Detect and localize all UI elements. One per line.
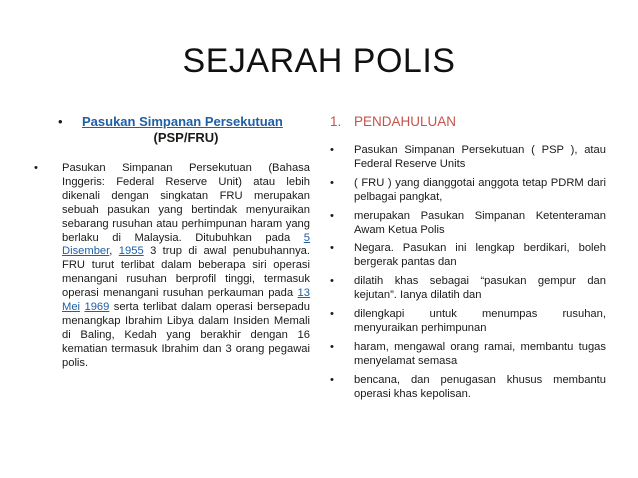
bullet: •	[330, 242, 334, 255]
list-item	[330, 275, 606, 303]
para-text: Pasukan Simpanan Persekutuan (Bahasa Inggeris: Federal Reserve Unit) atau lebih dikenali dengan singkatan FRU merupakan sebuah pasukan yang bertindak menyuraikan sebarang rusuhan atau perhimpunan haram yang berlaku di Malaysia. Ditubuhkan pada	[62, 162, 310, 244]
slide-title: SEJARAH POLIS	[182, 42, 456, 80]
list-item-text: ( FRU ) yang dianggotai anggota tetap PDRM dari pelbagai pangkat,	[354, 176, 606, 203]
bullet: •	[330, 176, 334, 189]
list-item	[330, 374, 606, 402]
year-link-1955[interactable]: 1955	[118, 245, 144, 258]
bullet: •	[330, 340, 334, 353]
section-title: PENDAHULUAN	[354, 114, 457, 129]
list-item	[330, 242, 606, 270]
para-text: serta terlibat dalam operasi bersepadu menangkap Ibrahim Libya dalam Insiden Memali di Baling, Kedah yang berakhir dengan 16 kematian termasuk Ibrahim dan 3 orang pegawai polis.	[62, 301, 311, 369]
pendahuluan-list	[330, 144, 606, 402]
date-link-13-mei[interactable]: 13 Mei	[62, 287, 310, 314]
list-item-text: merupakan Pasukan Simpanan Ketenteraman Awam Ketua Polis	[354, 209, 606, 236]
list-item-text: bencana, dan penugasan khusus membantu operasi khas kepolisan.	[354, 373, 606, 400]
bullet: •	[34, 162, 38, 174]
year-link-1969[interactable]: 1969	[84, 301, 110, 314]
bullet: •	[58, 114, 63, 129]
bullet: •	[330, 209, 334, 222]
heading-subtitle: (PSP/FRU)	[153, 130, 219, 145]
left-heading	[34, 114, 310, 146]
para-text: 3 trup di awal penubuhannya. FRU turut terlibat dalam beberapa siri operasi menangani rusuhan berprofil tinggi, termasuk operasi menangani rusuhan perkauman pada	[62, 245, 311, 300]
list-item	[330, 308, 606, 336]
list-item-text: Pasukan Simpanan Persekutuan ( PSP ), atau Federal Reserve Units	[354, 144, 606, 170]
list-item	[330, 210, 606, 238]
list-item	[330, 177, 606, 205]
bullet: •	[330, 275, 334, 288]
left-column	[34, 114, 310, 371]
list-item	[330, 144, 606, 172]
history-paragraph	[34, 162, 310, 371]
psp-link[interactable]: Pasukan Simpanan Persekutuan	[82, 114, 283, 129]
section-number: 1.	[330, 114, 342, 129]
section-heading	[330, 114, 606, 130]
list-item-text: dilengkapi untuk menumpas rusuhan, menyuraikan perhimpunan	[354, 308, 606, 334]
date-link-5-disember[interactable]: 5 Disember	[62, 231, 310, 258]
list-item-text: Negara. Pasukan ini lengkap berdikari, boleh bergerak pantas dan	[354, 242, 606, 269]
list-item	[330, 341, 606, 369]
list-item-text: dilatih khas sebagai “pasukan gempur dan kejutan”. Ianya dilatih dan	[354, 275, 606, 302]
para-text: ,	[109, 245, 119, 258]
right-column	[330, 114, 606, 407]
bullet: •	[330, 144, 334, 156]
list-item-text: haram, mengawal orang ramai, membantu tugas menyelamat semasa	[354, 340, 606, 367]
bullet: •	[330, 308, 334, 321]
bullet: •	[330, 373, 334, 386]
